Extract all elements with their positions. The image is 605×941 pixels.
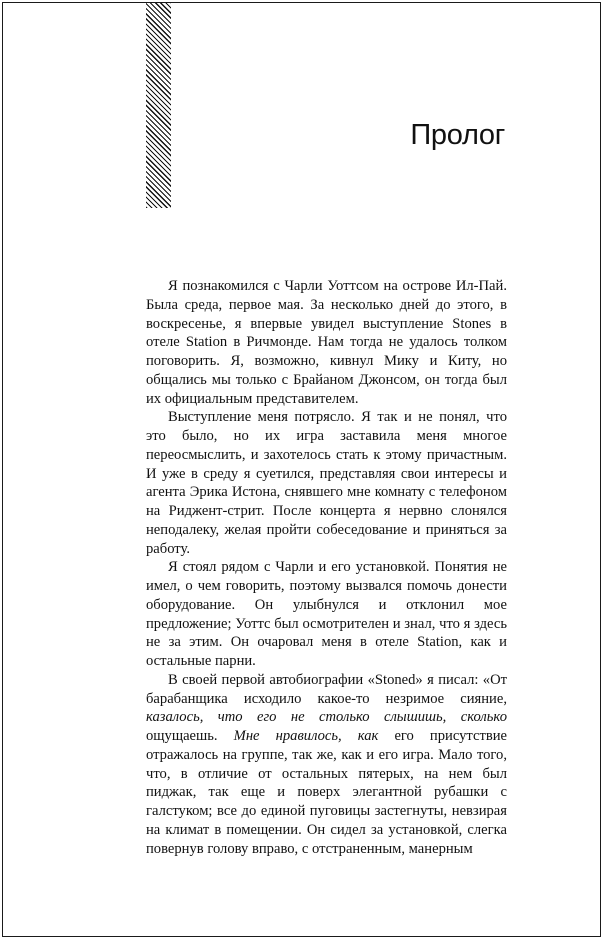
decorative-hatch-band bbox=[146, 2, 171, 208]
paragraph-3: Я стоял рядом с Чарли и его установкой. Понятия не имел, о чем говорить, поэтому вызвался помочь донести оборудование. Он улыбнулся и отклонил мое предложение; Уоттс был осмотрителен и знал, что я здесь не за этим. Он очаровал меня в отеле Station, как и остальные парни. bbox=[146, 559, 507, 669]
chapter-title: Пролог bbox=[410, 119, 505, 151]
paragraph-4-text-1: В своей первой автобиографии «Stoned» я писал: «От барабанщика исходило какое-то незримое сияние, bbox=[146, 671, 507, 707]
paragraph-4-italic-2: Мне нравилось, как bbox=[233, 728, 379, 744]
book-page bbox=[2, 2, 601, 937]
paragraph-4-text-2: ощущаешь. bbox=[146, 728, 234, 744]
paragraph-2: Выступление меня потрясло. Я так и не понял, что это было, но их игра заставила меня многое переосмыслить, и захотелось стать к этому причастным. И уже в среду я суетился, представляя свои интересы и агента Эрика Истона, снявшего мне комнату с телефоном на Риджент-стрит. После концерта я нервно слонялся неподалеку, желая пройти собеседование и приняться за работу. bbox=[146, 409, 507, 557]
paragraph-4-text-3: его присутствие отражалось на группе, так же, как и его игра. Мало того, что, в отличие от остальных пятерых, на нем был пиджак, так еще и поверх элегантной рубашки с галстуком; все до единой пуговицы застегнуты, невзирая на климат в помещении. Он сидел за установкой, слегка повернув голову вправо, с отстраненным, манерным bbox=[146, 728, 508, 857]
paragraph-1: Я познакомился с Чарли Уоттсом на острове Ил-Пай. Была среда, первое мая. За несколько дней до этого, в воскресенье, я впервые увидел выступление Stones в отеле Station в Ричмонде. Нам тогда не удалось толком поговорить. Я, возможно, кивнул Мику и Киту, но общались мы только с Брайаном Джонсом, он тогда был их официальным представителем. bbox=[146, 278, 507, 407]
paragraph-4 bbox=[146, 671, 507, 859]
chapter-body bbox=[146, 277, 507, 858]
paragraph-4-italic-1: казалось, что его не столько слышишь, сколько bbox=[146, 709, 507, 726]
